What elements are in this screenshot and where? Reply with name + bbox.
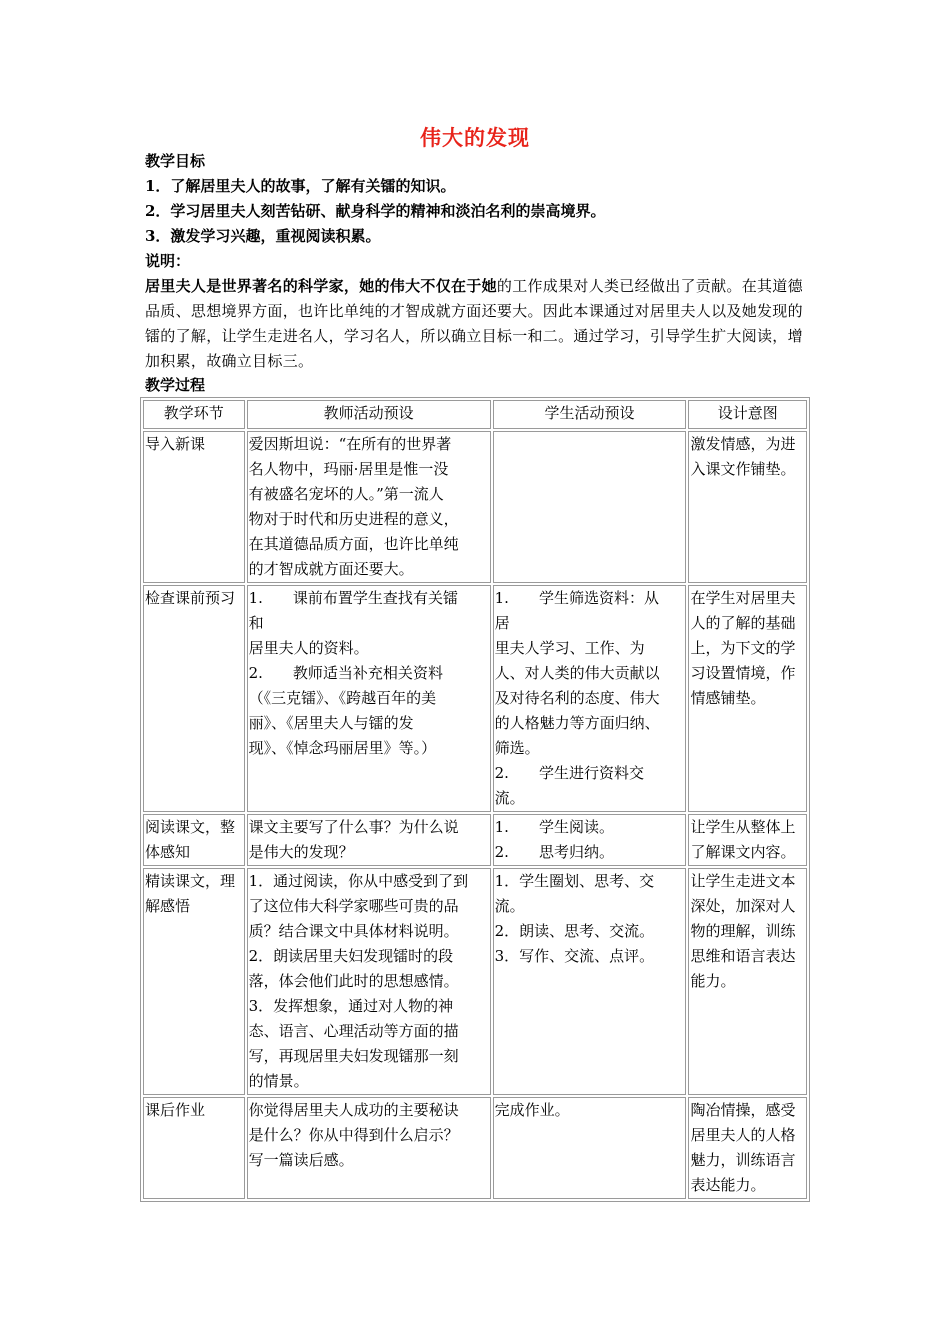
intent-text: 上，为下文的学 [690, 639, 796, 657]
intent-text: 让学生从整体上 [690, 818, 796, 836]
intent-text: 情感铺垫。 [690, 689, 766, 707]
intent-text: 习设置情境，作 [690, 664, 796, 682]
intent-text: 在学生对居里夫 [690, 589, 796, 607]
teacher-text: 1. 课前布置学生查找有关镭 [248, 589, 458, 607]
objectives-heading: 教学目标 [145, 152, 206, 170]
stage-cell [143, 868, 245, 1095]
student-text: 1．学生圈划、思考、交 [494, 872, 655, 890]
teacher-text: 爱因斯坦说：“在所有的世界著 [248, 435, 452, 453]
teacher-text: 写，再现居里夫妇发现镭那一刻 [248, 1047, 459, 1065]
table-header-row [143, 400, 807, 429]
teacher-text: 1．通过阅读，你从中感受到了到 [248, 872, 469, 890]
intent-text: 思维和语言表达 [690, 947, 796, 965]
teacher-text: 态、语言、心理活动等方面的描 [248, 1022, 459, 1040]
teacher-text: 落，体会他们此时的思想感情。 [248, 972, 459, 990]
intent-cell [688, 1097, 807, 1199]
student-text: 筛选。 [494, 739, 540, 757]
stage-cell [143, 585, 245, 812]
teacher-text: 现》、《悼念玛丽居里》等。） [248, 739, 437, 757]
intent-text: 激发情感，为进 [690, 435, 796, 453]
student-text: 3．写作、交流、点评。 [494, 947, 655, 965]
teacher-text: 名人物中，玛丽·居里是惟一没 [248, 460, 449, 478]
teacher-text: 和 [248, 614, 264, 632]
table-row [143, 814, 807, 866]
student-text: 完成作业。 [494, 1101, 570, 1119]
intent-cell [688, 814, 807, 866]
intent-text: 魅力，训练语言 [690, 1151, 796, 1169]
student-cell [493, 868, 687, 1095]
student-text: 里夫人学习、工作、为 [494, 639, 645, 657]
intent-text: 居里夫人的人格 [690, 1126, 796, 1144]
student-cell [493, 814, 687, 866]
student-cell [493, 1097, 687, 1199]
teacher-text: 是什么？你从中得到什么启示？ [248, 1126, 459, 1144]
student-text: 人、对人类的伟大贡献以 [494, 664, 660, 682]
teacher-cell [247, 585, 491, 812]
teacher-cell [247, 1097, 491, 1199]
teacher-text: 的情景。 [248, 1072, 309, 1090]
student-text: 1. 学生阅读。 [494, 818, 614, 836]
teacher-cell [247, 431, 491, 583]
column-header: 学生活动预设 [493, 400, 687, 429]
teacher-text: 的才智成就方面还要大。 [248, 560, 414, 578]
student-text: 居 [494, 614, 510, 632]
teacher-text: 2. 教师适当补充相关资料 [248, 664, 443, 682]
teacher-text: 物对于时代和历史进程的意义， [248, 510, 459, 528]
teacher-text: 课文主要写了什么事？为什么说 [248, 818, 459, 836]
teaching-process-table [140, 397, 810, 1202]
teacher-text: 有被盛名宠坏的人。”第一流人 [248, 485, 444, 503]
student-text: 流。 [494, 897, 525, 915]
student-cell [493, 431, 687, 583]
intent-text: 陶冶情操，感受 [690, 1101, 796, 1119]
table-row [143, 585, 807, 812]
table-row [143, 1097, 807, 1199]
explanation-heading: 说明： [145, 252, 191, 270]
teacher-text: 丽》、《居里夫人与镭的发 [248, 714, 414, 732]
intent-text: 让学生走进文本 [690, 872, 796, 890]
teacher-text: （《三克镭》、《跨越百年的美 [248, 689, 437, 707]
intent-text: 入课文作铺垫。 [690, 460, 796, 478]
stage-text: 解感悟 [145, 897, 191, 915]
document-title: 伟大的发现 [420, 125, 530, 150]
process-heading: 教学过程 [145, 376, 206, 394]
teacher-text: 居里夫人的资料。 [248, 639, 369, 657]
stage-text: 检查课前预习 [145, 589, 236, 607]
objective-item: 1．了解居里夫人的故事，了解有关镭的知识。 [145, 177, 456, 195]
teacher-cell [247, 868, 491, 1095]
intent-text: 深处，加深对人 [690, 897, 796, 915]
table-row [143, 868, 807, 1095]
explanation-text: 的工作成果对人类已经做出了贡献。在其道德品质、思想境界方面，也许比单纯的才智成就方面还要大。因此本课通过对居里夫人以及她发现的镭的了解，让学生走进名人，学习名人，所以确立目标一和二。通过学习，引导学生扩大阅读，增加积累，故确立目标三。 [145, 277, 803, 370]
stage-text: 课后作业 [145, 1101, 206, 1119]
intent-text: 人的了解的基础 [690, 614, 796, 632]
explanation-bold-text: 居里夫人是世界著名的科学家，她的伟大不仅在于她 [145, 277, 497, 295]
stage-text: 体感知 [145, 843, 191, 861]
intent-cell [688, 868, 807, 1095]
explanation-paragraph [145, 274, 810, 374]
student-text: 2. 学生进行资料交 [494, 764, 644, 782]
stage-text: 精读课文，理 [145, 872, 236, 890]
student-text: 流。 [494, 789, 525, 807]
intent-text: 了解课文内容。 [690, 843, 796, 861]
student-text: 2. 思考归纳。 [494, 843, 614, 861]
objectives-section [145, 149, 810, 274]
intent-cell [688, 585, 807, 812]
column-header: 教学环节 [143, 400, 245, 429]
teacher-text: 3．发挥想象，通过对人物的神 [248, 997, 454, 1015]
teacher-text: 质？结合课文中具体材料说明。 [248, 922, 459, 940]
stage-cell [143, 814, 245, 866]
teacher-cell [247, 814, 491, 866]
teacher-text: 2．朗读居里夫妇发现镭时的段 [248, 947, 454, 965]
student-text: 2．朗读、思考、交流。 [494, 922, 655, 940]
teacher-text: 在其道德品质方面，也许比单纯 [248, 535, 459, 553]
student-text: 的人格魅力等方面归纳、 [494, 714, 660, 732]
objective-item: 3．激发学习兴趣，重视阅读积累。 [145, 227, 381, 245]
teacher-text: 你觉得居里夫人成功的主要秘诀 [248, 1101, 459, 1119]
table-row [143, 431, 807, 583]
column-header: 设计意图 [688, 400, 807, 429]
teacher-text: 是伟大的发现？ [248, 843, 354, 861]
teacher-text: 了这位伟大科学家哪些可贵的品 [248, 897, 459, 915]
student-cell [493, 585, 687, 812]
objective-item: 2．学习居里夫人刻苦钻研、献身科学的精神和淡泊名利的崇高境界。 [145, 202, 606, 220]
student-text: 及对待名利的态度、伟大 [494, 689, 660, 707]
stage-text: 阅读课文，整 [145, 818, 236, 836]
teacher-text: 写一篇读后感。 [248, 1151, 354, 1169]
intent-text: 能力。 [690, 972, 736, 990]
intent-text: 物的理解，训练 [690, 922, 796, 940]
column-header: 教师活动预设 [247, 400, 491, 429]
stage-text: 导入新课 [145, 435, 206, 453]
intent-cell [688, 431, 807, 583]
student-text: 1. 学生筛选资料：从 [494, 589, 659, 607]
stage-cell [143, 1097, 245, 1199]
intent-text: 表达能力。 [690, 1176, 766, 1194]
stage-cell [143, 431, 245, 583]
